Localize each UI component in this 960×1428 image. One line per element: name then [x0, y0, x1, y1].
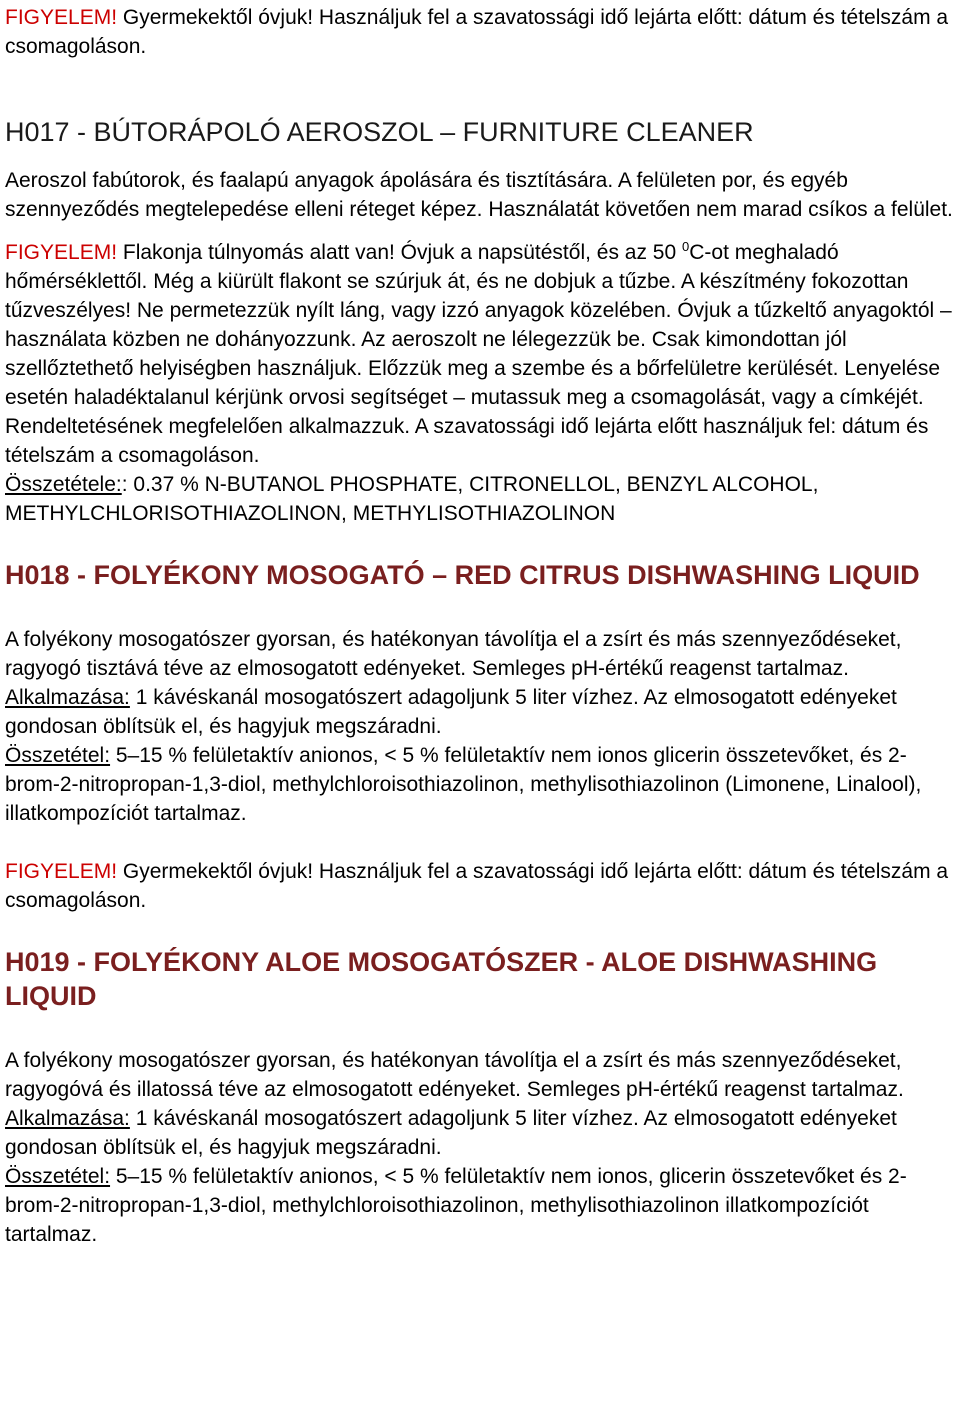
h019-composition — [5, 1162, 957, 1249]
document-page — [5, 3, 957, 1249]
h019-usage — [5, 1104, 957, 1162]
section-title-h017: H017 - BÚTORÁPOLÓ AEROSZOL – FURNITURE CLEANER — [5, 117, 754, 147]
warning-label: FIGYELEM! — [5, 860, 118, 883]
section-title-h018: H018 - FOLYÉKONY MOSOGATÓ – RED CITRUS DISHWASHING LIQUID — [5, 560, 920, 590]
composition-label: Összetétele: — [5, 473, 122, 496]
usage-label: Alkalmazása: — [5, 686, 130, 709]
composition-label: Összetétel: — [5, 1165, 111, 1188]
section-title-h019: H019 - FOLYÉKONY ALOE MOSOGATÓSZER - ALOE DISHWASHING LIQUID — [5, 947, 878, 1011]
h019-description: A folyékony mosogatószer gyorsan, és hatékonyan távolítja el a zsírt és más szennyeződéseket, ragyogóvá és illatossá téve az elmosogatott edényeket. Semleges pH-értékű reagenst tartalmaz. — [5, 1049, 904, 1101]
warning-text: Gyermekektől óvjuk! Használjuk fel a szavatossági idő lejárta előtt: dátum és tételszám a csomagoláson. — [5, 6, 949, 58]
degree-superscript: 0 — [682, 239, 690, 254]
h017-description: Aeroszol fabútorok, és faalapú anyagok ápolására és tisztítására. A felületen por, és egyéb szennyeződés megtelepedése elleni réteget képez. Használatát követően nem marad csíkos a felület. — [5, 169, 953, 221]
usage-text: 1 kávéskanál mosogatószert adagoljunk 5 liter vízhez. Az elmosogatott edényeket gondosan öblítsük el, és hagyjuk megszáradni. — [5, 1107, 897, 1159]
composition-text: 5–15 % felületaktív anionos, < 5 % felületaktív nem ionos, glicerin összetevőket és 2-brom-2-nitropropan-1,3-diol, methylchloroisothiazolinon, methylisothiazolinon illatkompozíciót tartalmaz. — [5, 1165, 907, 1246]
warning-text: Gyermekektől óvjuk! Használjuk fel a szavatossági idő lejárta előtt: dátum és tételszám a csomagoláson. — [5, 860, 949, 912]
h018-composition — [5, 741, 957, 828]
composition-text: 5–15 % felületaktív anionos, < 5 % felületaktív nem ionos glicerin összetevőket, és 2-brom-2-nitropropan-1,3-diol, methylchloroisothiazolinon, methylisothiazolinon (Limonene, Linalool), illatkompozíciót tartalmaz. — [5, 744, 922, 825]
warning-label: FIGYELEM! — [5, 6, 118, 29]
composition-label: Összetétel: — [5, 744, 111, 767]
usage-label: Alkalmazása: — [5, 1107, 130, 1130]
h018-usage — [5, 683, 957, 741]
usage-text: 1 kávéskanál mosogatószert adagoljunk 5 liter vízhez. Az elmosogatott edényeket gondosan öblítsük el, és hagyjuk megszáradni. — [5, 686, 897, 738]
composition-text: : 0.37 % N-BUTANOL PHOSPHATE, CITRONELLOL, BENZYL ALCOHOL, METHYLCHLORISOTHIAZOLINON, METHYLISOTHIAZOLINON — [5, 473, 819, 525]
warning-text-a: Flakonja túlnyomás alatt van! Óvjuk a napsütéstől, és az 50 — [117, 241, 683, 264]
warning-label: FIGYELEM! — [5, 241, 118, 264]
h018-warning-paragraph — [5, 857, 957, 915]
intro-warning-paragraph — [5, 3, 957, 61]
warning-text-b: C-ot meghaladó hőmérséklettől. Még a kiürült flakont se szúrjuk át, és ne dobjuk a tűzbe. A készítmény fokozottan tűzveszélyes! Ne permetezzük nyílt láng, vagy izzó anyagok közelében. Óvjuk a tűzkeltő anyagoktól – használata közben ne dohányozzunk. Az aeroszolt ne lélegezzük be. Csak kimondottan jól szellőztethető helyiségben használjuk. Előzzük meg a szembe és a bőrfelületre kerülését. Lenyelése esetén haladéktalanul kérjünk orvosi segítséget – mutassuk meg a csomagolását, vagy a címkéjét. Rendeltetésének megfelelően alkalmazzuk. A szavatossági idő lejárta előtt használjuk fel: dátum és tételszám a csomagoláson. — [5, 241, 952, 467]
h017-warning-paragraph — [5, 238, 957, 470]
h018-description: A folyékony mosogatószer gyorsan, és hatékonyan távolítja el a zsírt és más szennyeződéseket, ragyogó tisztává téve az elmosogatott edényeket. Semleges pH-értékű reagenst tartalmaz. — [5, 628, 902, 680]
h017-composition — [5, 470, 957, 528]
